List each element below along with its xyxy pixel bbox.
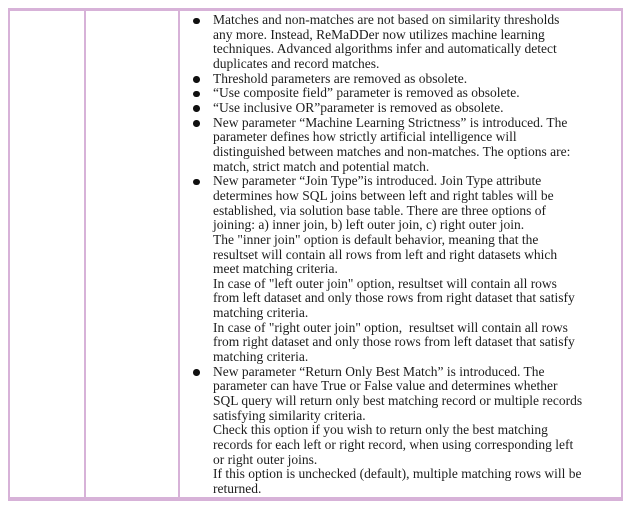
text-line: If this option is unchecked (default), multiple matching rows will be <box>213 466 582 482</box>
bullet-item <box>192 13 619 72</box>
bullet-item <box>192 365 619 497</box>
bullet-list <box>192 13 619 497</box>
text-line: parameter can have True or False value and determines whether <box>213 378 558 394</box>
bullet-icon <box>192 13 213 28</box>
text-line: Check this option if you wish to return only the best matching <box>213 422 548 438</box>
bullet-text <box>213 101 619 116</box>
text-line: distinguished between matches and non-matches. The options are: <box>213 143 571 159</box>
document-table <box>8 8 623 501</box>
text-line: “Use composite field” parameter is removed as obsolete. <box>213 85 520 101</box>
bullet-text <box>213 174 619 365</box>
text-line: returned. <box>213 481 262 496</box>
bullet-item <box>192 86 619 101</box>
bullet-icon <box>192 86 213 101</box>
text-line: satisfying similarity criteria. <box>213 407 366 423</box>
bullet-item <box>192 174 619 365</box>
text-line: Threshold parameters are removed as obsolete. <box>213 70 468 86</box>
bullet-icon <box>192 174 213 189</box>
bullet-item <box>192 116 619 175</box>
text-line: records for each left or right record, when using corresponding left <box>213 437 574 453</box>
bullet-text <box>213 116 619 175</box>
text-line: from left dataset and only those rows from right dataset that satisfy <box>213 290 575 306</box>
bullet-icon <box>192 101 213 116</box>
table-empty-cell-2 <box>86 11 180 497</box>
bullet-text <box>213 86 619 101</box>
text-line: “Use inclusive OR”parameter is removed as obsolete. <box>213 99 504 115</box>
text-line: duplicates and record matches. <box>213 55 380 71</box>
text-line: In case of "right outer join" option, resultset will contain all rows <box>213 319 568 335</box>
text-line: The "inner join" option is default behavior, meaning that the <box>213 231 539 247</box>
text-line: New parameter “Join Type”is introduced. Join Type attribute <box>213 173 542 189</box>
text-line: determines how SQL joins between left and right tables will be <box>213 187 554 203</box>
text-line: matching criteria. <box>213 349 309 365</box>
text-line: meet matching criteria. <box>213 261 338 277</box>
bullet-text <box>213 13 619 72</box>
bullet-item <box>192 101 619 116</box>
text-line: Matches and non-matches are not based on similarity thresholds <box>213 12 560 27</box>
bullet-text <box>213 365 619 497</box>
text-line: from right dataset and only those rows from left dataset that satisfy <box>213 334 575 350</box>
bullet-icon <box>192 116 213 131</box>
text-line: or right outer joins. <box>213 451 318 467</box>
text-line: New parameter “Return Only Best Match” is introduced. The <box>213 363 545 379</box>
text-line: SQL query will return only best matching record or multiple records <box>213 393 583 409</box>
text-line: parameter defines how strictly artificial intelligence will <box>213 129 517 145</box>
bullet-text <box>213 72 619 87</box>
table-empty-cell-1 <box>10 11 86 497</box>
text-line: In case of "left outer join" option, resultset will contain all rows <box>213 275 557 291</box>
text-line: established, via solution base table. There are three options of <box>213 202 547 218</box>
text-line: techniques. Advanced algorithms infer and automatically detect <box>213 41 557 57</box>
bullet-icon <box>192 365 213 380</box>
text-line: resultset will contain all rows from left and right datasets which <box>213 246 558 262</box>
bullet-item <box>192 72 619 87</box>
text-line: matching criteria. <box>213 305 309 321</box>
bullet-icon <box>192 72 213 87</box>
table-content-cell <box>180 11 621 497</box>
text-line: joining: a) inner join, b) left outer join, c) right outer join. <box>213 217 525 233</box>
text-line: any more. Instead, ReMaDDer now utilizes machine learning <box>213 26 545 42</box>
text-line: match, strict match and potential match. <box>213 158 430 174</box>
text-line: New parameter “Machine Learning Strictness” is introduced. The <box>213 114 568 130</box>
